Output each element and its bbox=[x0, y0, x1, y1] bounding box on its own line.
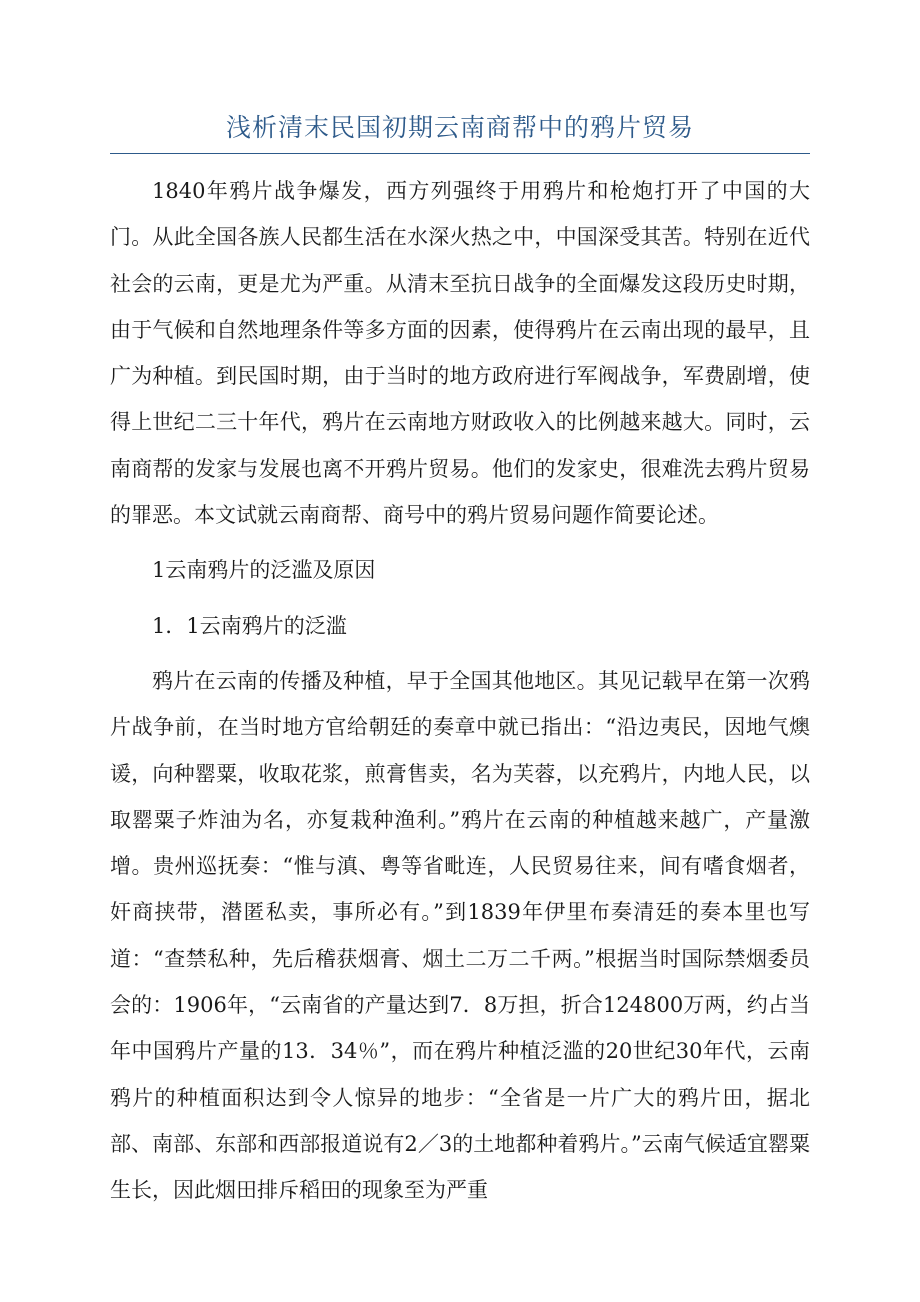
subsection-heading: 1．1云南鸦片的泛滥 bbox=[152, 613, 347, 638]
intro-paragraph: 1840年鸦片战争爆发，西方列强终于用鸦片和枪炮打开了中国的大门。从此全国各族人民都生活在水深火热之中，中国深受其苦。特别在近代社会的云南，更是尤为严重。从清末至抗日战争的全面爆发这段历史时期，由于气候和自然地理条件等多方面的因素，使得鸦片在云南出现的最早，且广为种植。到民国时期，由于当时的地方政府进行军阀战争，军费剧增，使得上世纪二三十年代，鸦片在云南地方财政收入的比例越来越大。同时，云南商帮的发家与发展也离不开鸦片贸易。他们的发家史，很难洗去鸦片贸易的罪恶。本文试就云南商帮、商号中的鸦片贸易问题作简要论述。 bbox=[110, 179, 810, 528]
title-underline bbox=[110, 153, 810, 154]
body-paragraph: 鸦片在云南的传播及种植，早于全国其他地区。其见记载早在第一次鸦片战争前，在当时地方官给朝廷的奏章中就已指出：“沿边夷民，因地气燠谖，向种罂粟，收取花浆，煎膏售卖，名为芙蓉，以充鸦片，内地人民，以取罂粟子炸油为名，亦复栽种渔利。”鸦片在云南的种植越来越广，产量激增。贵州巡抚奏：“惟与滇、粤等省毗连，人民贸易往来，间有嗜食烟者，奸商挟带，潜匿私卖，事所必有。”到1839年伊里布奏清廷的奏本里也写道：“查禁私种，先后稽获烟膏、烟土二万二千两。”根据当时国际禁烟委员会的：1906年，“云南省的产量达到7．8万担，折合124800万两，约占当年中国鸦片产量的13．34％”，而在鸦片种植泛滥的20世纪30年代，云南鸦片的种植面积达到令人惊异的地步：“全省是一片广大的鸦片田，据北部、南部、东部和西部报道说有2／3的土地都种着鸦片。”云南气候适宜罂粟生长，因此烟田排斥稻田的现象至为严重 bbox=[110, 668, 810, 1203]
document-title: 浅析清末民国初期云南商帮中的鸦片贸易 bbox=[225, 113, 694, 142]
document-body bbox=[110, 168, 810, 1214]
section-heading: 1云南鸦片的泛滥及原因 bbox=[152, 558, 376, 583]
